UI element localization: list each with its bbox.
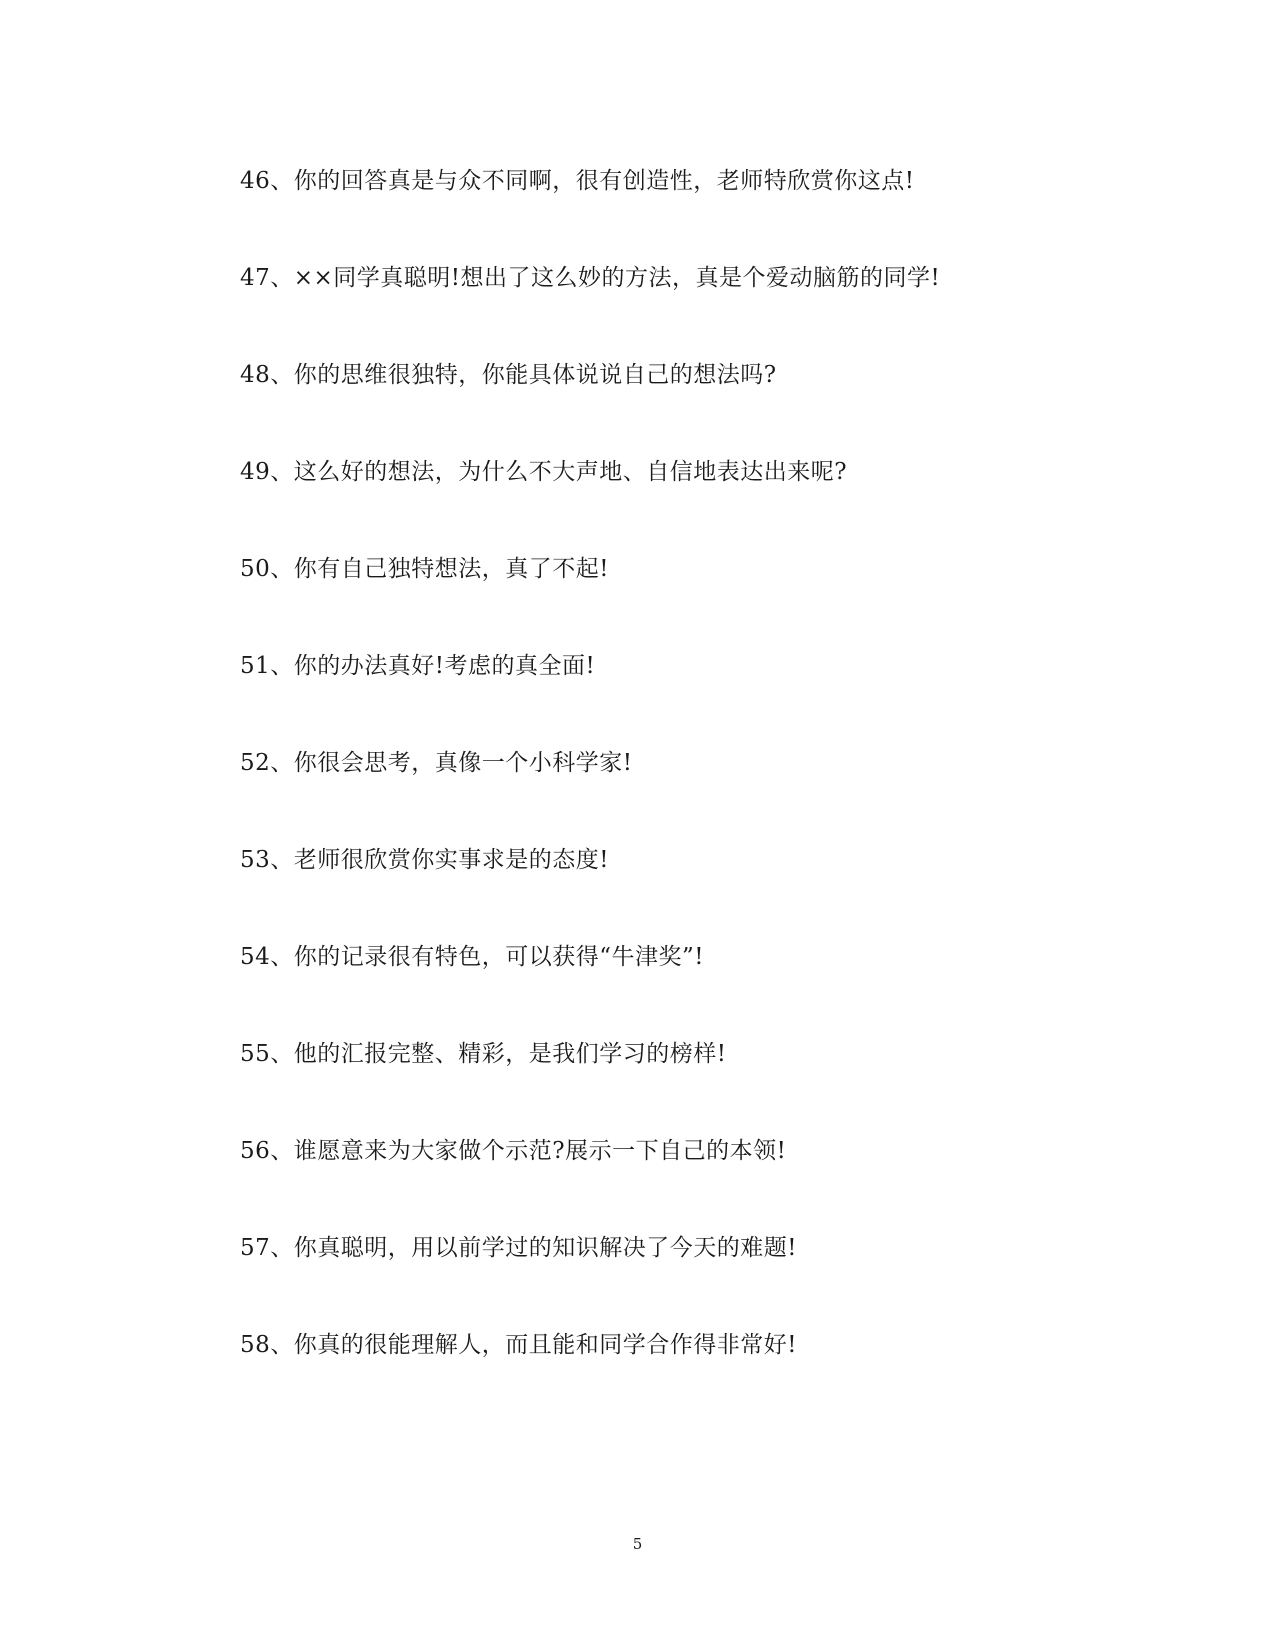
list-item: 49、这么好的想法，为什么不大声地、自信地表达出来呢? — [240, 459, 848, 485]
list-item: 50、你有自己独特想法，真了不起! — [240, 556, 610, 582]
list-item: 56、谁愿意来为大家做个示范?展示一下自己的本领! — [240, 1138, 787, 1164]
page-number: 5 — [632, 1535, 643, 1553]
list-item: 54、你的记录很有特色，可以获得“牛津奖”! — [240, 944, 705, 970]
list-item: 52、你很会思考，真像一个小科学家! — [240, 750, 633, 776]
list-item: 46、你的回答真是与众不同啊，很有创造性，老师特欣赏你这点! — [240, 168, 915, 194]
list-item: 55、他的汇报完整、精彩，是我们学习的榜样! — [240, 1041, 727, 1067]
list-item: 58、你真的很能理解人，而且能和同学合作得非常好! — [240, 1332, 798, 1358]
praise-list — [240, 163, 1100, 1424]
list-item: 51、你的办法真好!考虑的真全面! — [240, 653, 596, 679]
list-item: 47、××同学真聪明!想出了这么妙的方法，真是个爱动脑筋的同学! — [240, 265, 941, 291]
list-item: 57、你真聪明，用以前学过的知识解决了今天的难题! — [240, 1235, 798, 1261]
list-item: 48、你的思维很独特，你能具体说说自己的想法吗? — [240, 362, 777, 388]
list-item: 53、老师很欣赏你实事求是的态度! — [240, 847, 610, 873]
